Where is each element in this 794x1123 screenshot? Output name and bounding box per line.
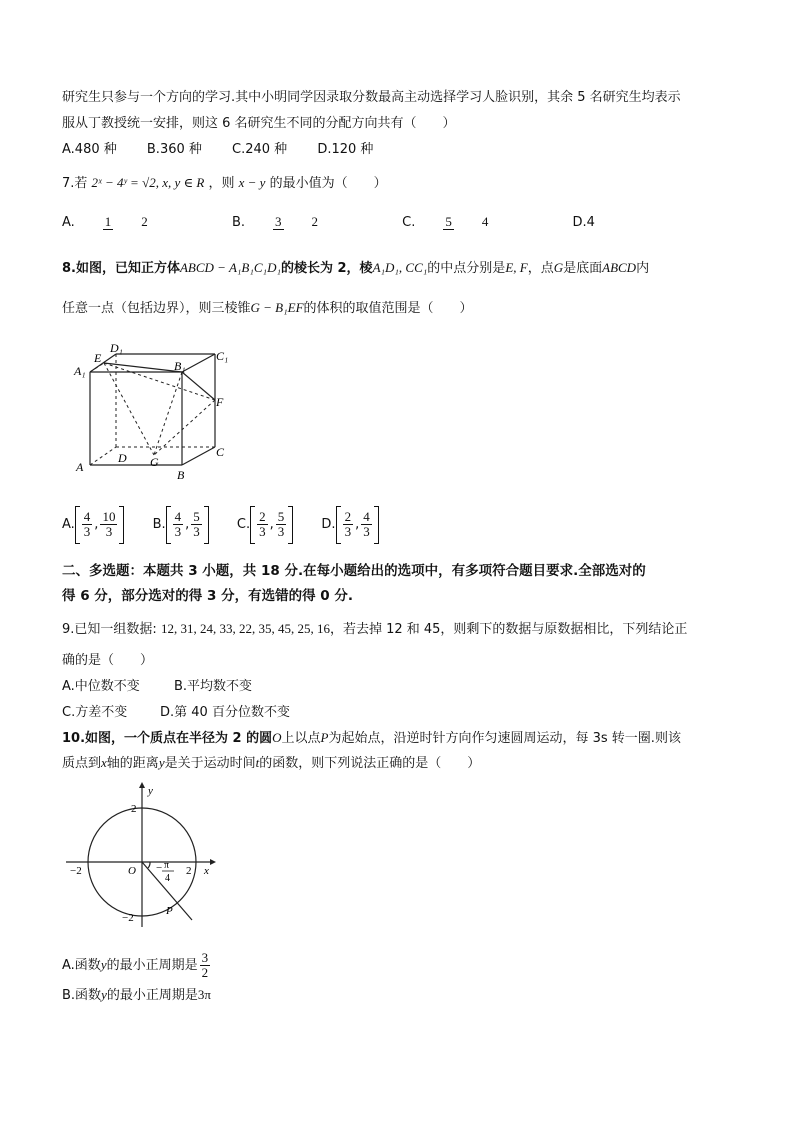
q9-line2: 确的是（ ） — [62, 653, 154, 668]
q7-middle: ，则 — [208, 176, 235, 191]
label-A1: A₁ — [74, 364, 86, 378]
q10-line2: 质点到x轴的距离y是关于运动时间t的函数，则下列说法正确的是（ ） — [62, 755, 481, 771]
q10-line1: 10.如图，一个质点在半径为 2 的圆O上以点P为起始点，沿逆时针方向作匀速圆周运动，每 3s 转一圈.则该 — [62, 730, 681, 746]
label-x-axis: x — [204, 865, 209, 877]
q8-option-a[interactable]: A. $\frac{4}{3}$ , $\frac{10}{3}$ — [62, 505, 124, 545]
label-neg-two-bottom: −2 — [122, 912, 134, 924]
q6-line1: 研究生只参与一个方向的学习.其中小明同学因录取分数最高主动选择学习人脸识别，其余 5 名研究生均表示 — [62, 90, 681, 105]
label-G: G — [150, 455, 159, 469]
q9-line1: 9.已知一组数据: 12, 31, 24, 33, 22, 35, 45, 25, 16，若去掉 12 和 45，则剩下的数据与原数据相比，下列结论正 — [62, 621, 688, 637]
q7-prefix: 7.若 — [62, 176, 88, 191]
label-two-top: 2 — [131, 803, 137, 815]
q6-option-b[interactable]: B.360 种 — [146, 142, 202, 157]
q8-option-d[interactable]: D. $\frac{2}{3}$ , $\frac{4}{3}$ — [321, 505, 378, 545]
label-neg-two-left: −2 — [70, 865, 82, 877]
label-F: F — [216, 395, 224, 409]
label-C: C — [216, 445, 225, 459]
label-C1: C₁ — [216, 349, 229, 363]
q8-options — [62, 505, 379, 545]
cube-figure — [70, 340, 235, 485]
label-E: E — [94, 351, 102, 365]
label-angle-pi: π — [164, 860, 170, 871]
label-A: A — [76, 460, 84, 474]
y-axis-arrow-icon — [139, 782, 145, 788]
q8-line2: 任意一点（包括边界），则三棱锥G − B₁EF的体积的取值范围是（ ） — [62, 300, 473, 316]
q9-option-c[interactable]: C.方差不变 — [62, 705, 128, 720]
q7-option-d[interactable]: D.4 — [572, 215, 595, 230]
label-angle-four: 4 — [165, 873, 170, 884]
label-D: D — [118, 451, 127, 465]
x-axis-arrow-icon — [210, 859, 216, 865]
section2-line2: 得 6 分，部分选对的得 3 分，有选错的得 0 分. — [62, 588, 354, 604]
label-y-axis: y — [148, 785, 153, 797]
q7-options — [62, 206, 621, 240]
q6-option-c[interactable]: C.240 种 — [232, 142, 288, 157]
q7-option-b[interactable]: B. 3 2 — [231, 214, 318, 230]
q6-options — [62, 140, 399, 160]
label-B1: B₁ — [174, 359, 186, 373]
label-B: B — [177, 468, 185, 482]
q10-option-a[interactable]: A.函数y的最小正周期是 $\frac{3}{2}$ — [62, 950, 209, 980]
q9-option-b[interactable]: B.平均数不变 — [174, 679, 253, 694]
label-P: P — [166, 905, 173, 917]
q8-option-b[interactable]: B. $\frac{4}{3}$ , $\frac{5}{3}$ — [153, 505, 209, 545]
q9-option-d[interactable]: D.第 40 百分位数不变 — [160, 705, 290, 720]
q8-line1: 8.如图，已知正方体ABCD − A₁B₁C₁D₁的棱长为 2，棱A₁D₁, CC₁的中点分别是E, F，点G是底面ABCD内 — [62, 260, 650, 276]
q7-option-c[interactable]: C. 5 4 — [402, 214, 489, 230]
q9-option-a[interactable]: A.中位数不变 — [62, 679, 140, 694]
label-origin: O — [128, 865, 136, 877]
q7-equation: 2ˣ − 4ʸ = √2, x, y ∈ R — [91, 175, 205, 190]
q7-option-a[interactable]: A. 1 2 — [62, 214, 148, 230]
q7-suffix: 的最小值为（ ） — [269, 176, 387, 191]
q6-option-d[interactable]: D.120 种 — [317, 142, 374, 157]
q6-option-a[interactable]: A.480 种 — [62, 142, 117, 157]
label-two-right: 2 — [186, 865, 192, 877]
q8-option-c[interactable]: C. $\frac{2}{3}$ , $\frac{5}{3}$ — [237, 505, 293, 545]
section2-line1: 二、多选题：本题共 3 小题，共 18 分.在每小题给出的选项中，有多项符合题目要求.全部选对的 — [62, 563, 646, 579]
q7-stem — [62, 173, 387, 194]
label-angle-minus: − — [156, 862, 163, 874]
q6-line2: 服从丁教授统一安排，则这 6 名研究生不同的分配方向共有（ ） — [62, 116, 456, 131]
q9-options-row2 — [62, 703, 290, 723]
circle-figure — [62, 782, 222, 932]
label-D1: D₁ — [110, 341, 123, 355]
q7-expr: x − y — [238, 175, 266, 190]
q10-option-b[interactable]: B.函数y的最小正周期是3π — [62, 987, 211, 1003]
q9-options-row1 — [62, 677, 252, 697]
